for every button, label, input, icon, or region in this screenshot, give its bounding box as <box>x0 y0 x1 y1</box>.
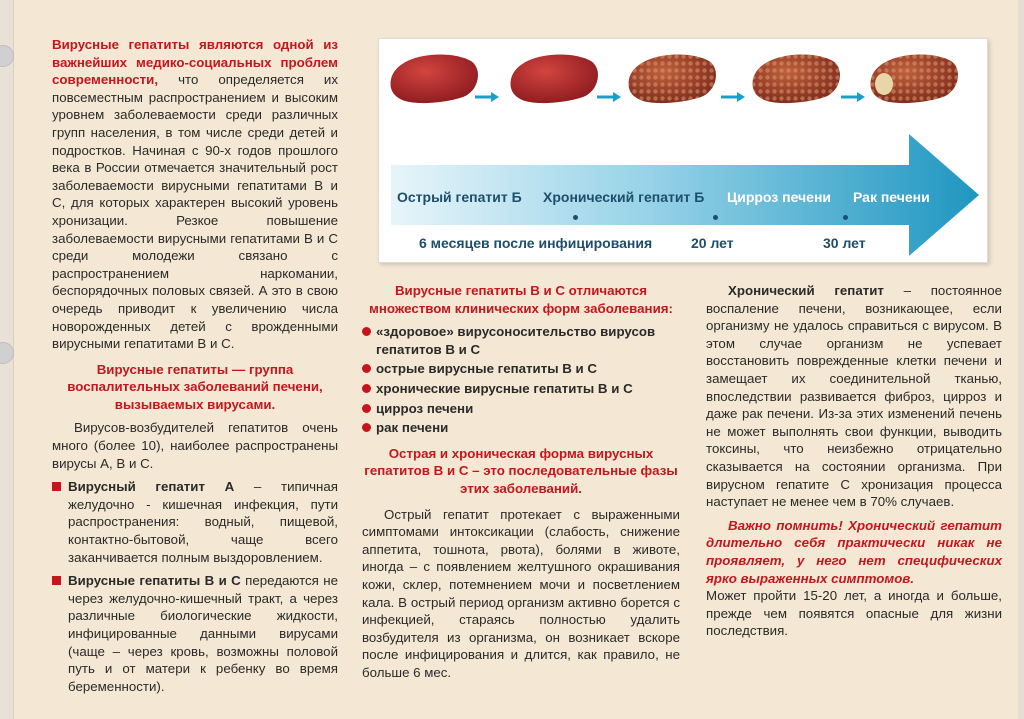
bullet-bc-title: Вирусные гепатиты В и С <box>68 573 241 589</box>
stage-cirrhosis: Цирроз печени <box>727 189 832 205</box>
list-item: цирроз печени <box>362 400 680 418</box>
time-20-years: 20 лет <box>691 235 734 251</box>
bullet-dot-icon <box>362 364 371 373</box>
liver-inflamed-icon <box>511 55 598 104</box>
bullet-square-icon <box>52 576 61 585</box>
lead-paragraph <box>52 36 338 353</box>
list-item: рак печени <box>362 419 680 437</box>
lead-text: что определяется их повсеместным распространением и высоким уровнем заболеваемости среди различных групп населения, в том числе среди детей и подростков. Начиная с 90-х годов прошлого века в России отмечается значительный рост заболеваемости вирусными гепатитами В и С, для которых характерен высокий уровень хронизации. Резкое повышение заболеваемости вирусными гепатитами В и С среди молодежи связано с распространением наркомании, беспорядочных половых связей. А это в свою очередь приводит к увеличению числа новорожденных детей с врожденными вирусными гепатитами В и С. <box>52 72 338 352</box>
liver-cirrhosis-icon <box>753 55 840 104</box>
timeline-dot-2 <box>713 215 718 220</box>
liver-cancer-icon <box>871 55 958 104</box>
stage-acute-b: Острый гепатит Б <box>397 189 522 205</box>
chronic-paragraph <box>706 282 1002 511</box>
definition-heading: Вирусные гепатиты — группа воспалительных заболеваний печени, вызываемых вирусами. <box>67 361 323 412</box>
phases-heading: Острая и хроническая форма вирусных гепатитов В и С – это последовательные фазы этих заболеваний. <box>364 445 678 496</box>
liver-chronic-icon <box>629 55 716 104</box>
bullet-dot-icon <box>362 423 371 432</box>
chronic-title: Хронический гепатит <box>728 283 884 298</box>
chronic-text: – постоянное воспаление печени, возникающее, если организму не удалось справиться с вирусом. В этом случае организм не успевает восстановить поврежденные клетки печени и замещает их соединительной тканью, впоследствии развивается фиброз, цирроз и даже рак печени. Из-за этих изменений печень не может выполнять свои функции, выводить токсины, что неизбежно отрицательно сказывается на состоянии организма. При вирусном гепатите С хронизация процесса наступает не менее чем в 70% случаев. <box>706 283 1002 510</box>
bullet-hepatitis-a <box>52 478 338 566</box>
bullet-dot-icon <box>362 327 371 336</box>
list-item: «здоровое» вирусоносительство вирусов гепатитов В и С <box>362 323 680 358</box>
duration-text: Может пройти 15-20 лет, а иногда и больше, прежде чем появятся опасные для жизни последствия. <box>706 588 1002 639</box>
page-nav-dot-middle[interactable] <box>0 342 14 364</box>
warning-text: Важно помнить! Хронический гепатит длительно себя практически никак не проявляет, у него нет специфических ярко выраженных симптомов. <box>706 517 1002 586</box>
bullet-square-icon <box>52 482 61 491</box>
stage-cancer: Рак печени <box>853 189 930 205</box>
stage-chronic-b: Хронический гепатит Б <box>543 189 705 205</box>
right-column <box>706 282 1002 640</box>
middle-column <box>362 282 680 681</box>
liver-healthy-icon <box>391 55 478 104</box>
page-edge-left <box>0 0 14 719</box>
progression-graphic <box>379 39 988 263</box>
viruses-paragraph: Вирусов-возбудителей гепатитов очень много (более 10), наиболее распространены вирусы А, В и С. <box>52 420 338 471</box>
forms-list <box>362 323 680 437</box>
page-nav-dot-top[interactable] <box>0 45 14 67</box>
timeline-dot-1 <box>573 215 578 220</box>
bullet-hepatitis-bc <box>52 572 338 695</box>
left-column <box>52 36 338 695</box>
bullet-a-title: Вирусный гепатит А <box>68 479 235 495</box>
list-item: хронические вирусные гепатиты В и С <box>362 380 680 398</box>
acute-paragraph: Острый гепатит протекает с выраженными симптомами интоксикации (слабость, снижение аппетита, тошнота, рвота), болями в животе, иногда – с появлением желтушного окрашивания кожи, склер, потемнением мочи и посветлением кала. В острый период организм активно борется с инфекцией, стараясь полностью удалить возбудителя из организма, он возникает вскоре после инфицирования и длится, как правило, не больше 6 мес. <box>362 506 680 680</box>
time-6-months: 6 месяцев после инфицирования <box>419 235 653 251</box>
forms-heading: Вирусные гепатиты В и С отличаются множеством клинических форм заболевания: <box>369 283 673 316</box>
lead-highlight: Вирусные гепатиты являются одной из важнейших медико-социальных проблем современности, <box>52 37 338 88</box>
time-30-years: 30 лет <box>823 235 866 251</box>
disease-progression-figure <box>378 38 988 263</box>
list-item: острые вирусные гепатиты В и С <box>362 360 680 378</box>
bullet-dot-icon <box>362 404 371 413</box>
page-edge-right <box>1018 0 1024 719</box>
bullet-dot-icon <box>362 384 371 393</box>
bullet-bc-text: передаются не через желудочно-кишечный тракт, а через различные биологические жидкости, инфицированные данными вирусами (чаще – через кровь, возможны половой путь и от матери к ребенку во время беременности). <box>68 573 338 694</box>
timeline-dot-3 <box>843 215 848 220</box>
bullet-a-text: – типичная желудочно - кишечная инфекция, пути распространения: водный, пищевой, контактно-бытовой, чаще всего заканчивается полным выздоровлением. <box>68 479 338 565</box>
